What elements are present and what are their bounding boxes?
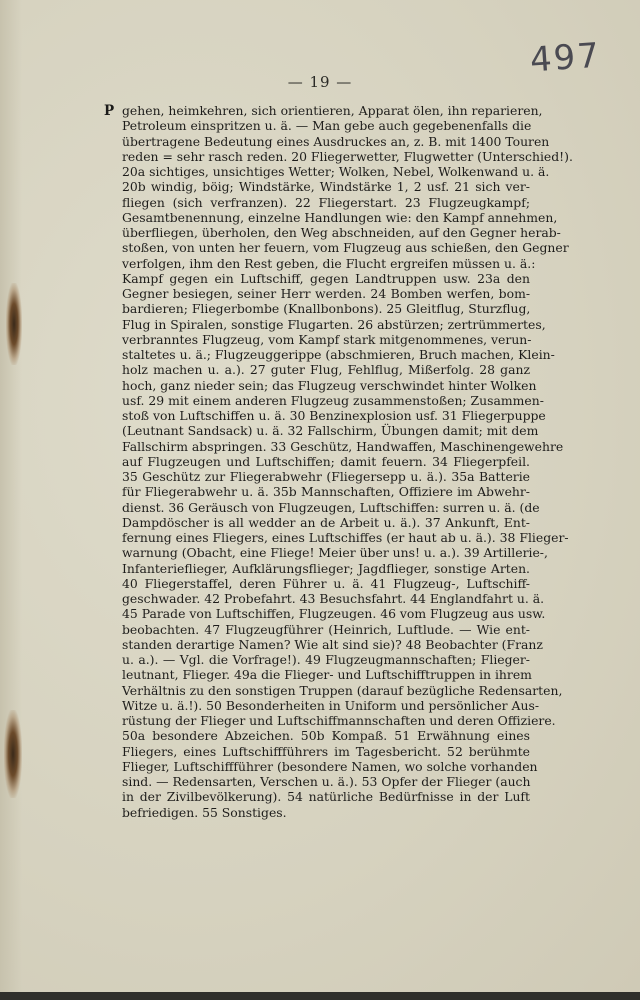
- text-line: auf Flugzeugen und Luftschiffen; damit feuern. 34 Fliegerpfeil.: [122, 453, 530, 469]
- text-line: dienst. 36 Geräusch von Flugzeugen, Luftschiffen: surren u. ä. (de: [122, 499, 540, 515]
- text-line: Gegner besiegen, seiner Herr werden. 24 Bomben werfen, bom-: [122, 286, 530, 301]
- text-line: für Fliegerabwehr u. ä. 35b Mannschaften, Offiziere im Abwehr-: [122, 484, 530, 500]
- text-line: Fliegers, eines Luftschiffführers im Tagesbericht. 52 berühmte: [122, 743, 530, 759]
- text-line: leutnant, Flieger. 49a die Flieger- und Luftschifftruppen in ihrem: [122, 667, 532, 683]
- text-line: rüstung der Flieger und Luftschiffmannschaften und deren Offiziere.: [122, 713, 556, 728]
- text-line: übertragene Bedeutung eines Ausdruckes an, z. B. mit 1400 Touren: [122, 133, 550, 149]
- text-line: 45 Parade von Luftschiffen, Flugzeugen. 46 vom Flugzeug aus usw.: [122, 606, 546, 622]
- page-number: — 19 —: [287, 73, 353, 91]
- text-line: 50a besondere Abzeichen. 50b Kompaß. 51 Erwähnung eines: [122, 728, 530, 744]
- text-line: verfolgen, ihm den Rest geben, die Flucht ergreifen müssen u. ä.:: [122, 255, 536, 271]
- scan-bottom-edge: [0, 992, 640, 1000]
- text-line: befriedigen. 55 Sonstiges.: [122, 804, 287, 820]
- text-line: Fallschirm abspringen. 33 Geschütz, Handwaffen, Maschinengewehre: [122, 438, 564, 454]
- text-line: 20b windig, böig; Windstärke, Windstärke 1, 2 usf. 21 sich ver-: [122, 179, 530, 195]
- text-line: hoch, ganz nieder sein; das Flugzeug verschwindet hinter Wolken: [122, 377, 537, 393]
- text-line: (Leutnant Sandsack) u. ä. 32 Fallschirm, Übungen damit; mit dem: [122, 423, 539, 439]
- text-line: fernung eines Fliegers, eines Luftschiffes (er haut ab u. ä.). 38 Flieger-: [122, 530, 569, 545]
- text-line: Dampdöscher is all wedder an de Arbeit u. ä.). 37 Ankunft, Ent-: [122, 514, 530, 530]
- text-line: Flieger, Luftschiffführer (besondere Namen, wo solche vorhanden: [122, 758, 538, 774]
- text-line: Flug in Spiralen, sonstige Flugarten. 26 abstürzen; zertrümmertes,: [122, 316, 546, 332]
- text-line: in der Zivilbevölkerung). 54 natürliche Bedürfnisse in der Luft: [122, 789, 530, 805]
- text-line: reden = sehr rasch reden. 20 Fliegerwetter, Flugwetter (Unterschied!).: [122, 148, 573, 164]
- binding-stain-upper: [6, 283, 22, 365]
- text-line: holz machen u. a.). 27 guter Flug, Fehlflug, Mißerfolg. 28 ganz: [122, 362, 530, 378]
- text-line: stoßen, von unten her feuern, vom Flugzeug aus schießen, den Gegner: [122, 240, 569, 256]
- text-line: verbranntes Flugzeug, vom Kampf stark mitgenommenes, verun-: [122, 331, 532, 347]
- text-line: bardieren; Fliegerbombe (Knallbonbons). 25 Gleitflug, Sturzflug,: [122, 301, 531, 317]
- text-line: Petroleum einspritzen u. ä. — Man gebe auch gegebenenfalls die: [122, 118, 532, 134]
- text-line: Gesamtbenennung, einzelne Handlungen wie: den Kampf annehmen,: [122, 209, 558, 225]
- page-edge-shadow: [0, 0, 22, 992]
- text-line: standen derartige Namen? Wie alt sind sie)? 48 Beobachter (Franz: [122, 636, 543, 652]
- text-line: sind. — Redensarten, Verschen u. ä.). 53 Opfer der Flieger (auch: [122, 774, 531, 789]
- text-line: stoß von Luftschiffen u. ä. 30 Benzinexplosion usf. 31 Fliegerpuppe: [122, 408, 546, 423]
- text-line: überfliegen, überholen, den Weg abschneiden, auf den Gegner herab-: [122, 225, 561, 240]
- text-line: 20a sichtiges, unsichtiges Wetter; Wolken, Nebel, Wolkenwand u. ä.: [122, 164, 550, 179]
- text-line: fliegen (sich verfranzen). 22 Fliegerstart. 23 Flugzeugkampf;: [122, 194, 530, 210]
- text-line: 35 Geschütz zur Fliegerabwehr (Fliegersepp u. ä.). 35a Batterie: [122, 469, 530, 484]
- text-line: Infanterieflieger, Aufklärungsflieger; Jagdflieger, sonstige Arten.: [122, 560, 530, 576]
- text-line: u. a.). — Vgl. die Vorfrage!). 49 Flugzeugmannschaften; Flieger-: [122, 652, 530, 667]
- section-marker: P: [104, 103, 115, 119]
- handwritten-annotation: 497: [528, 35, 603, 81]
- text-line: Verhältnis zu den sonstigen Truppen (darauf bezügliche Redensarten,: [122, 682, 563, 698]
- text-line: geschwader. 42 Probefahrt. 43 Besuchsfahrt. 44 Englandfahrt u. ä.: [122, 591, 545, 606]
- text-line: Witze u. ä.!). 50 Besonderheiten in Uniform und persönlicher Aus-: [122, 697, 540, 713]
- text-line: beobachten. 47 Flugzeugführer (Heinrich, Luftlude. — Wie ent-: [122, 621, 530, 637]
- body-text: [122, 103, 573, 820]
- text-line: usf. 29 mit einem anderen Flugzeug zusammenstoßen; Zusammen-: [122, 392, 544, 408]
- binding-stain-lower: [4, 710, 22, 798]
- text-line: staltetes u. ä.; Flugzeuggerippe (abschmieren, Bruch machen, Klein-: [122, 347, 555, 362]
- text-line: 40 Fliegerstaffel, deren Führer u. ä. 41 Flugzeug-, Luftschiff-: [122, 575, 530, 591]
- text-line: warnung (Obacht, eine Fliege! Meier über uns! u. a.). 39 Artillerie-,: [122, 545, 548, 561]
- text-line: Kampf gegen ein Luftschiff, gegen Landtruppen usw. 23a den: [122, 270, 530, 286]
- text-line: gehen, heimkehren, sich orientieren, Apparat ölen, ihn reparieren,: [122, 103, 543, 118]
